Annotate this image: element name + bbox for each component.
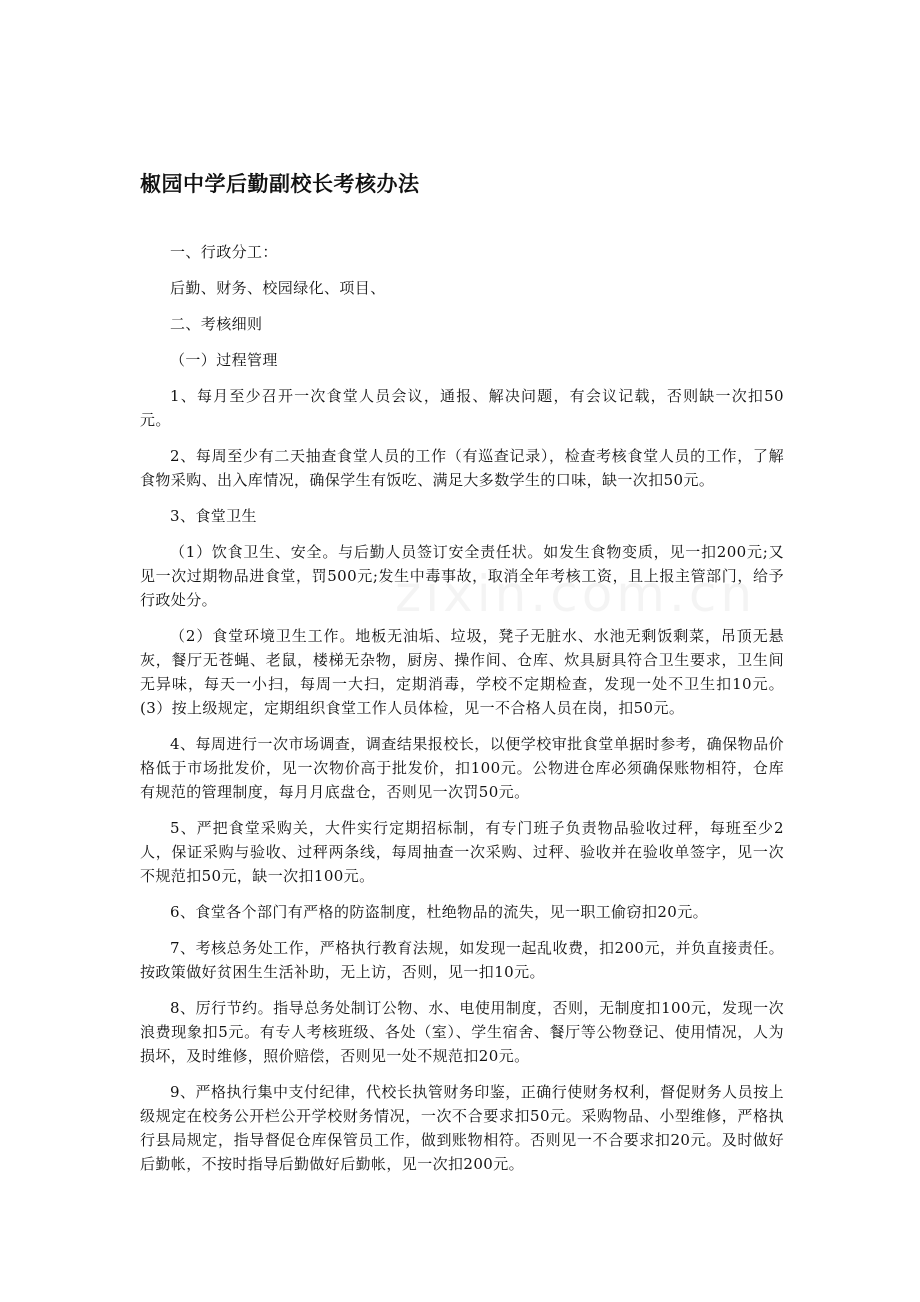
rule-item-7: 7、考核总务处工作，严格执行教育法规，如发现一起乱收费，扣200元，并负直接责任。按政策做好贫困生生活补助，无上访，否则，见一扣10元。: [140, 939, 784, 981]
rule-item-3-1: （1）饮食卫生、安全。与后勤人员签订安全责任状。如发生食物变质，见一扣200元;又见一次过期物品进食堂，罚500元;发生中毒事故，取消全年考核工资，且上报主管部门，给予行政处分。: [140, 543, 784, 609]
admin-division-items: 后勤、财务、校园绿化、项目、: [170, 279, 386, 297]
document-title: 椒园中学后勤副校长考核办法: [140, 172, 420, 196]
rule-item-8: 8、厉行节约。指导总务处制订公物、水、电使用制度，否则，无制度扣100元，发现一次浪费现象扣5元。有专人考核班级、各处（室）、学生宿舍、餐厅等公物登记、使用情况，人为损坏，及时维修，照价赔偿，否则见一处不规范扣20元。: [140, 999, 784, 1065]
rule-item-1: 1、每月至少召开一次食堂人员会议，通报、解决问题，有会议记载，否则缺一次扣50元。: [140, 387, 784, 429]
rule-item-4: 4、每周进行一次市场调查，调查结果报校长，以便学校审批食堂单据时参考，确保物品价格低于市场批发价，见一次物价高于批发价，扣100元。公物进仓库必须确保账物相符，仓库有规范的管理制度，每月月底盘仓，否则见一次罚50元。: [140, 735, 784, 801]
section-heading-assessment-rules: 二、考核细则: [170, 315, 263, 333]
rule-item-2: 2、每周至少有二天抽查食堂人员的工作（有巡查记录），检查考核食堂人员的工作，了解食物采购、出入库情况，确保学生有饭吃、满足大多数学生的口味，缺一次扣50元。: [140, 447, 784, 489]
rule-item-9: 9、严格执行集中支付纪律，代校长执管财务印鉴，正确行使财务权利，督促财务人员按上级规定在校务公开栏公开学校财务情况，一次不合要求扣50元。采购物品、小型维修，严格执行县局规定，指导督促仓库保管员工作，做到账物相符。否则见一不合要求扣20元。及时做好后勤帐，不按时指导后勤做好后勤帐，见一次扣200元。: [140, 1083, 784, 1173]
rule-item-3-heading: 3、食堂卫生: [170, 507, 257, 525]
section-heading-admin-division: 一、行政分工：: [170, 243, 278, 261]
subsection-heading-process-management: （一）过程管理: [170, 351, 278, 369]
rule-item-3-2: （2）食堂环境卫生工作。地板无油垢、垃圾，凳子无脏水、水池无剩饭剩菜，吊顶无悬灰，餐厅无苍蝇、老鼠，楼梯无杂物，厨房、操作间、仓库、炊具厨具符合卫生要求，卫生间无异味，每天一小扫，每周一大扫，定期消毒，学校不定期检查，发现一处不卫生扣10元。(3）按上级规定，定期组织食堂工作人员体检，见一不合格人员在岗，扣50元。: [140, 627, 784, 717]
document-body: [140, 240, 784, 1188]
rule-item-6: 6、食堂各个部门有严格的防盗制度，杜绝物品的流失，见一职工偷窃扣20元。: [170, 903, 709, 921]
rule-item-5: 5、严把食堂采购关，大件实行定期招标制，有专门班子负责物品验收过秤，每班至少2人，保证采购与验收、过秤两条线，每周抽查一次采购、过秤、验收并在验收单签字，见一次不规范扣50元，缺一次扣100元。: [140, 819, 784, 885]
